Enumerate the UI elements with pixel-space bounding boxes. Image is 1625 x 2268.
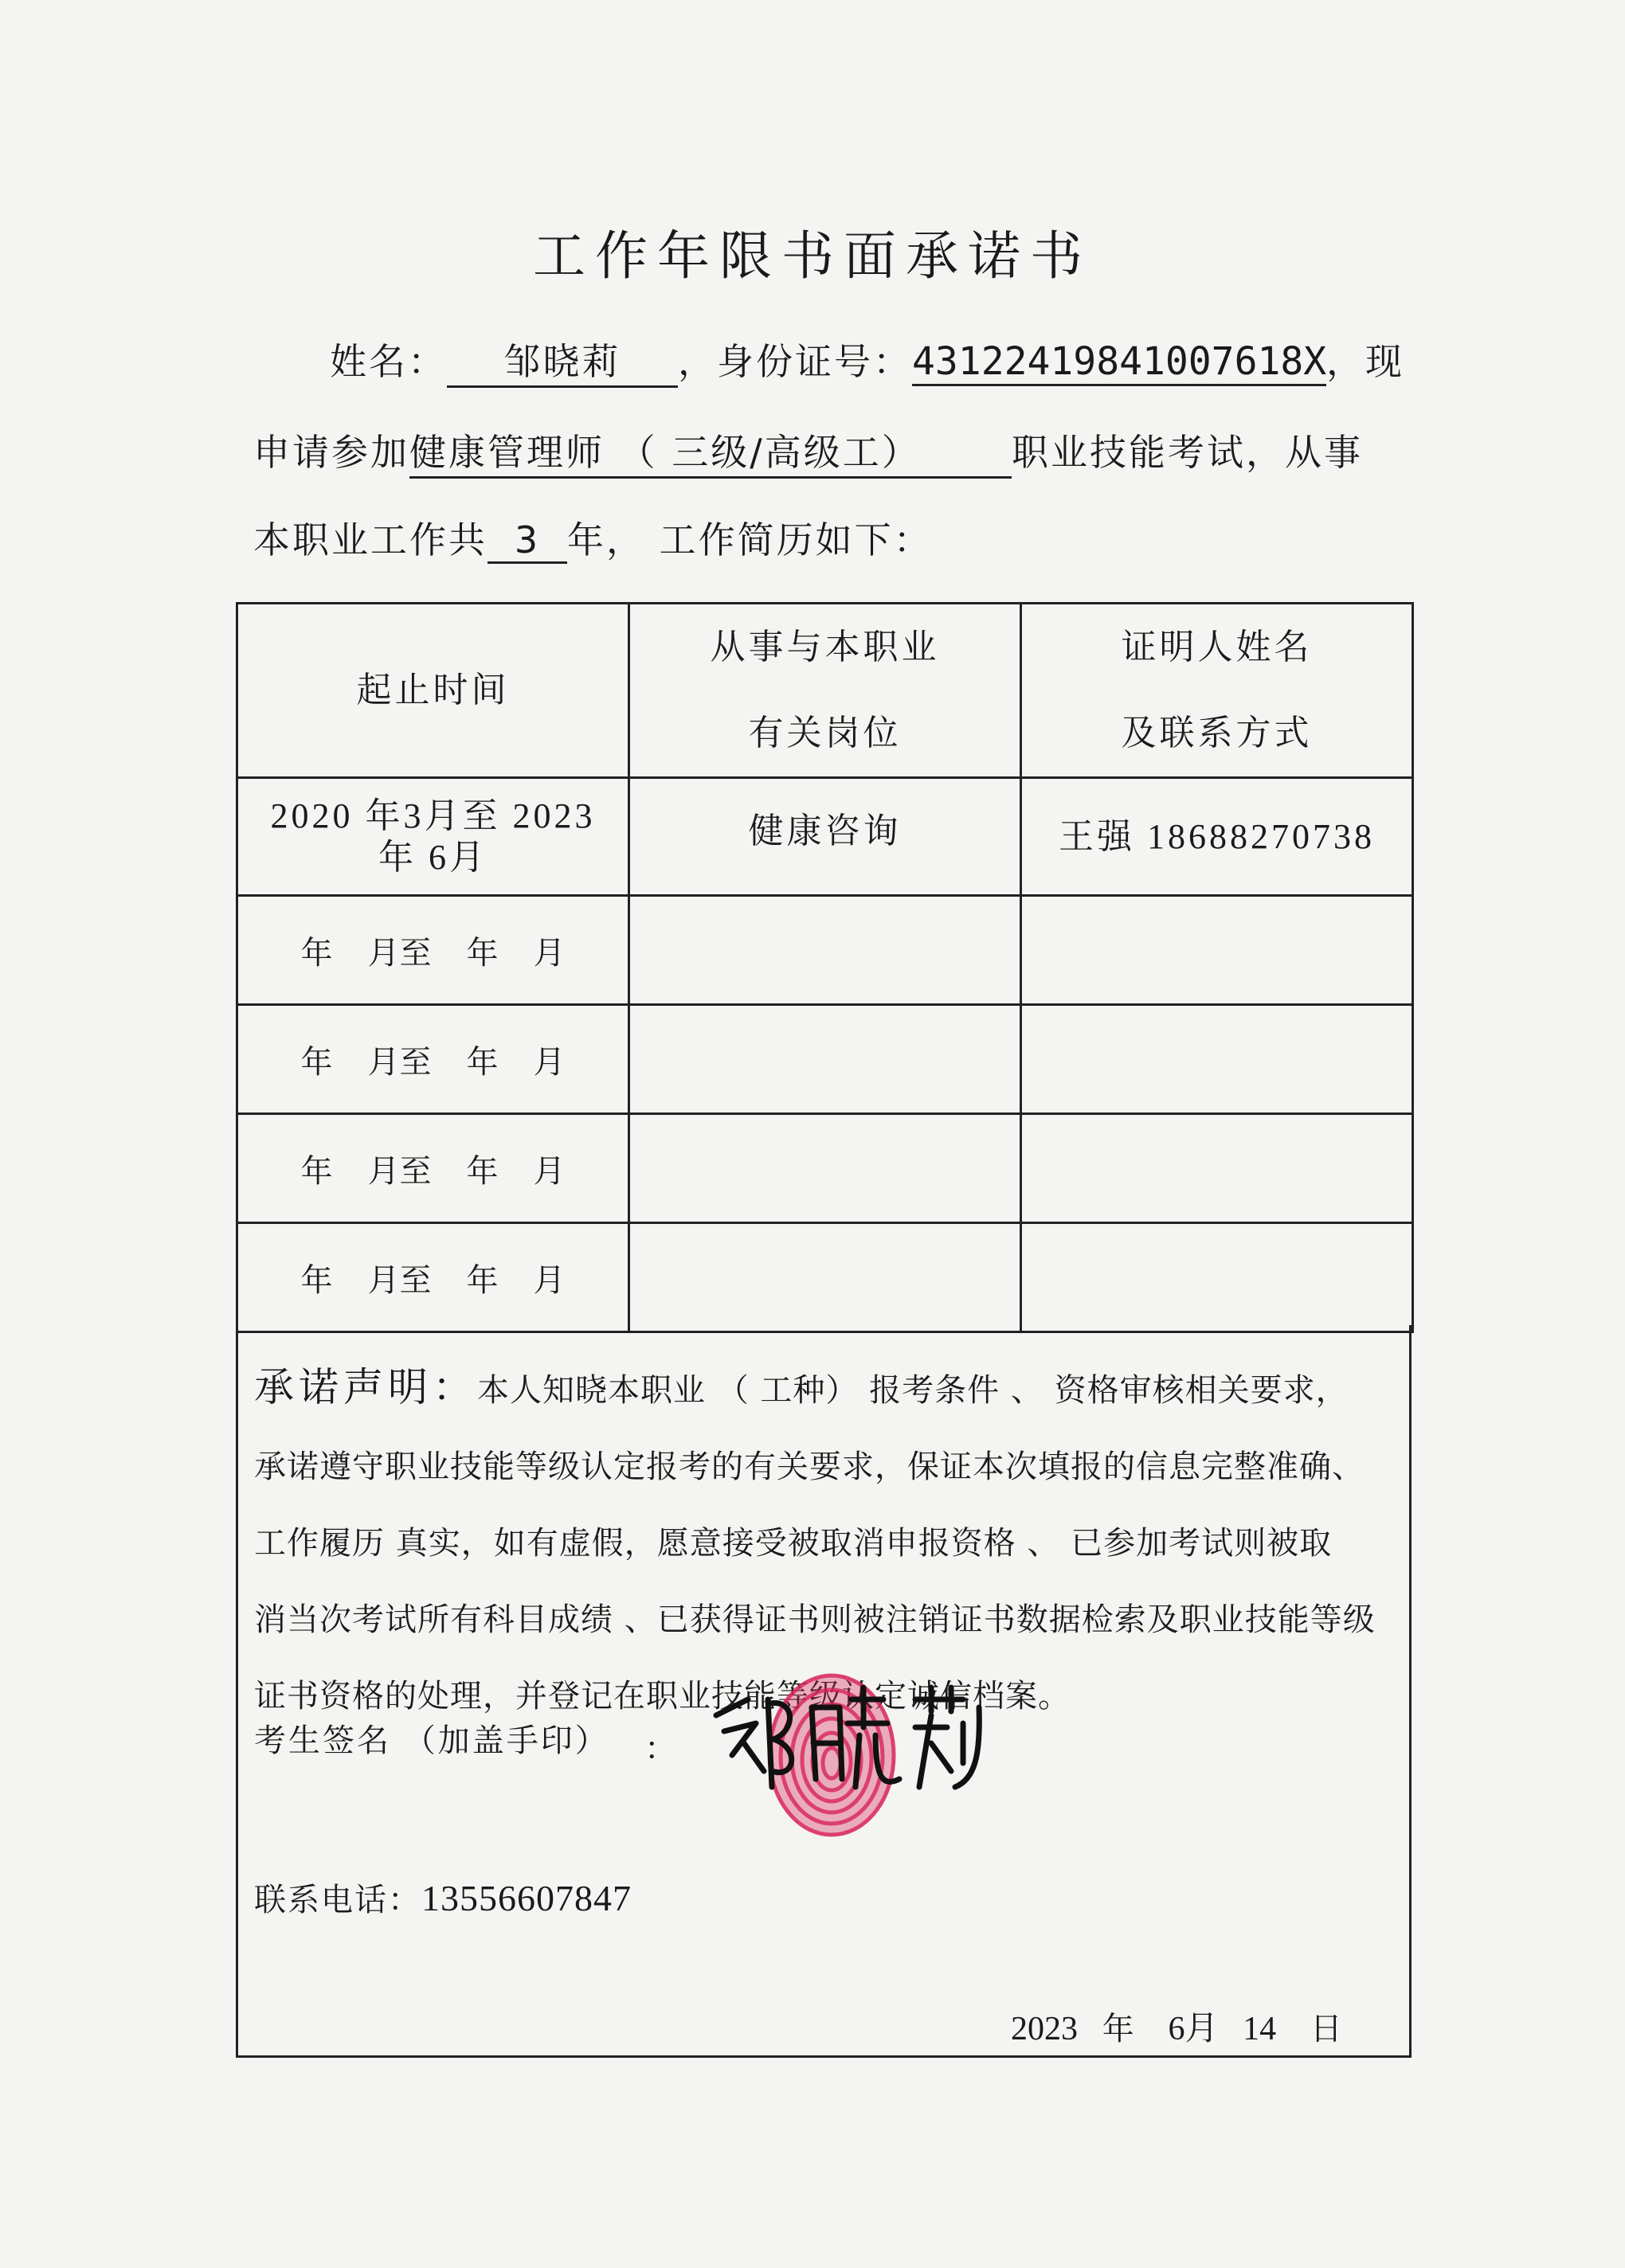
- id-number-field: 43122419841007618X: [912, 339, 1326, 386]
- date-month: 6月: [1168, 2011, 1219, 2047]
- id-suffix: ，现: [1326, 340, 1404, 383]
- document-title: 工作年限书面承诺书: [533, 225, 1092, 287]
- work-history-table: [236, 602, 1414, 1333]
- declaration-line: 证书资格的处理，并登记在职业技能等级认定诚信档案。: [254, 1678, 1071, 1715]
- date-year-unit: 年: [1102, 2011, 1134, 2047]
- phone-row: [254, 1875, 632, 1920]
- years-suffix: 年， 工作简历如下：: [567, 518, 933, 561]
- cell-period: 2020 年3月至 2023 年 6月: [237, 778, 629, 896]
- cell-reference-empty: [1021, 1114, 1413, 1223]
- cell-position-empty: [629, 1005, 1021, 1114]
- name-label: 姓名：: [330, 340, 447, 383]
- id-label: ，身份证号：: [678, 340, 912, 383]
- handwritten-signature: [700, 1668, 1003, 1803]
- table-header-row: [237, 604, 1413, 778]
- years-field: 3: [487, 518, 567, 564]
- cell-period-empty: 年 月至 年 月: [237, 1114, 629, 1223]
- cell-position-empty: [629, 1223, 1021, 1332]
- declaration-box: [236, 1325, 1412, 2058]
- date-year: 2023: [1011, 2011, 1078, 2047]
- table-row: [237, 1223, 1413, 1332]
- cell-position-empty: [629, 896, 1021, 1005]
- applicant-line-1: [330, 333, 1404, 388]
- declaration-line: 承诺遵守职业技能等级认定报考的有关要求，保证本次填报的信息完整准确、: [254, 1449, 1365, 1485]
- cell-position-empty: [629, 1114, 1021, 1223]
- name-field: 邹晓莉: [447, 333, 678, 388]
- table-row: [237, 896, 1413, 1005]
- apply-prefix: 申请参加: [253, 431, 409, 474]
- header-position: 从事与本职业 有关岗位: [629, 604, 1021, 778]
- phone-number: 13556607847: [421, 1878, 632, 1918]
- occupation-field: 健康管理师 （ 三级/高级工）: [409, 424, 1012, 479]
- date-day: 14: [1243, 2011, 1277, 2047]
- cell-position: 健康咨询: [629, 778, 1021, 896]
- header-reference: 证明人姓名 及联系方式: [1021, 604, 1413, 778]
- header-period: 起止时间: [237, 604, 629, 778]
- signature-date: [1011, 2002, 1342, 2050]
- declaration-line: 本人知晓本职业 （ 工种） 报考条件 、 资格审核相关要求，: [477, 1372, 1349, 1409]
- cell-reference-empty: [1021, 1223, 1413, 1332]
- apply-suffix: 职业技能考试，从事: [1012, 431, 1363, 474]
- cell-reference-empty: [1021, 896, 1413, 1005]
- cell-reference: 王强 18688270738: [1021, 778, 1413, 896]
- cell-period-empty: 年 月至 年 月: [237, 1005, 629, 1114]
- declaration-line: 工作履历 真实，如有虚假，愿意接受被取消申报资格 、 已参加考试则被取: [254, 1525, 1333, 1562]
- cell-reference-empty: [1021, 1005, 1413, 1114]
- applicant-line-3: [253, 511, 933, 564]
- table-row: [237, 1005, 1413, 1114]
- cell-period-empty: 年 月至 年 月: [237, 896, 629, 1005]
- date-day-unit: 日: [1310, 2011, 1342, 2047]
- signature-label: 考生签名 （加盖手印）: [254, 1723, 609, 1759]
- years-prefix: 本职业工作共: [253, 518, 487, 561]
- signature-colon: ：: [644, 1730, 676, 1767]
- cell-period-empty: 年 月至 年 月: [237, 1223, 629, 1332]
- table-row: [237, 1114, 1413, 1223]
- declaration-line: 消当次考试所有科目成绩 、已获得证书则被注销证书数据检索及职业技能等级: [254, 1601, 1376, 1638]
- applicant-line-2: [253, 424, 1363, 479]
- table-row: [237, 778, 1413, 896]
- declaration-lead: 承诺声明：: [254, 1364, 477, 1410]
- phone-label: 联系电话：: [254, 1882, 421, 1918]
